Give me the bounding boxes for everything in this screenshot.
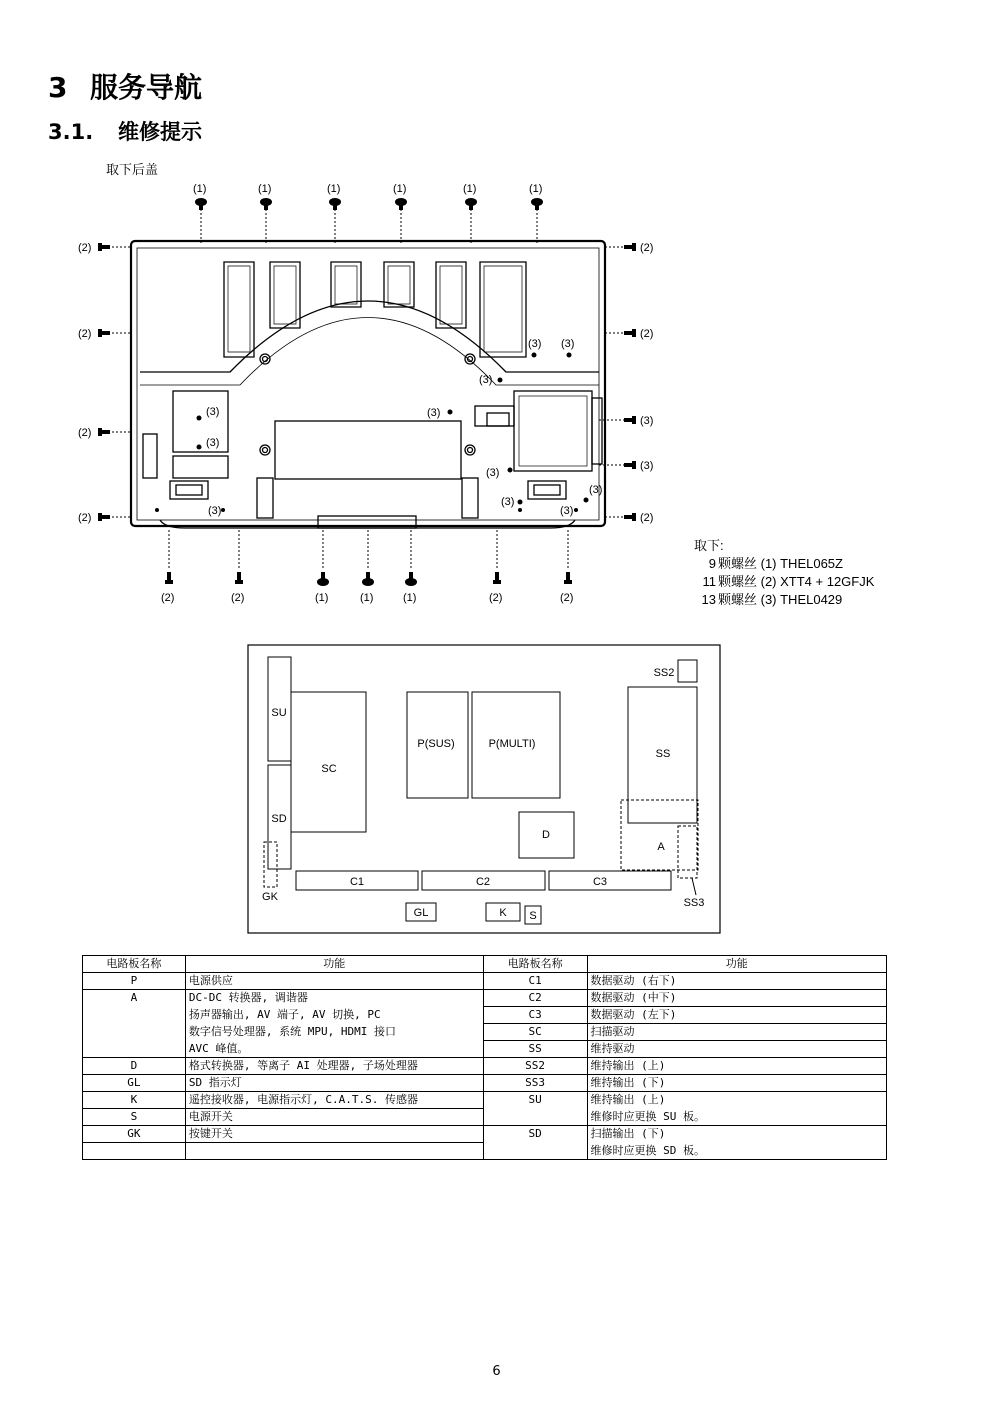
table-row: 维修时应更换 SD 板。 <box>83 1143 887 1160</box>
label-bottom-2: (2) <box>231 592 245 604</box>
label-top-2: (1) <box>258 183 272 195</box>
table-row: P 电源供应 C1 数据驱动 (右下) <box>83 973 887 990</box>
label-bottom-3: (1) <box>315 592 329 604</box>
table-row: GK 按键开关 SD 扫描输出 (下) <box>83 1126 887 1143</box>
rear-cover-diagram <box>0 0 993 620</box>
label-left-3: (2) <box>78 427 92 439</box>
label-ss: SS <box>655 748 671 760</box>
label-su: SU <box>271 707 287 719</box>
table-row: 扬声器输出, AV 端子, AV 切换, PC C3 数据驱动 (左下) <box>83 1007 887 1024</box>
top-screws <box>195 198 543 243</box>
label-top-4: (1) <box>393 183 407 195</box>
table-row: AVC 峰值。 SS 维持驱动 <box>83 1041 887 1058</box>
subsection-number: 3.1. <box>48 120 94 144</box>
table-header-row <box>83 956 887 973</box>
table-row: A DC-DC 转换器, 调谐器 C2 数据驱动 (中下) <box>83 990 887 1007</box>
label-bottom-5: (1) <box>403 592 417 604</box>
label-inner-1: (3) <box>206 406 220 418</box>
legend-row: 13 颗螺丝 (3) THEL0429 <box>701 592 843 607</box>
page-number: 6 <box>492 1364 501 1379</box>
label-a: A <box>657 841 665 853</box>
label-inner-4: (3) <box>561 338 575 350</box>
label-sc: SC <box>321 763 337 775</box>
label-gl: GL <box>413 907 429 919</box>
label-top-6: (1) <box>529 183 543 195</box>
board-a <box>621 800 698 870</box>
label-top-5: (1) <box>463 183 477 195</box>
label-right-3: (3) <box>640 415 654 427</box>
board-sc <box>291 692 366 832</box>
board-function-table <box>82 955 887 1160</box>
label-right-2: (2) <box>640 328 654 340</box>
table-row: GL SD 指示灯 SS3 维持输出 (下) <box>83 1075 887 1092</box>
label-gk: GK <box>262 891 278 903</box>
label-c2: C2 <box>475 876 491 888</box>
table-row: S 电源开关 维修时应更换 SU 板。 <box>83 1109 887 1126</box>
subsection-title: 维修提示 <box>118 120 202 144</box>
table-row: D 格式转换器, 等离子 AI 处理器, 子场处理器 SS2 维持输出 (上) <box>83 1058 887 1075</box>
table-row: 数字信号处理器, 系统 MPU, HDMI 接口 SC 扫描驱动 <box>83 1024 887 1041</box>
label-s: S <box>529 910 537 922</box>
label-sd: SD <box>271 813 287 825</box>
section-title: 服务导航 <box>90 71 203 104</box>
label-top-3: (1) <box>327 183 341 195</box>
col-board-name: 电路板名称 <box>483 956 587 973</box>
board-c3 <box>549 871 671 890</box>
section-number: 3 <box>48 71 68 104</box>
label-right-5: (2) <box>640 512 654 524</box>
label-c3: C3 <box>592 876 608 888</box>
label-left-1: (2) <box>78 242 92 254</box>
label-inner-3: (3) <box>528 338 542 350</box>
label-ss3: SS3 <box>683 897 705 909</box>
col-function: 功能 <box>587 956 886 973</box>
label-d: D <box>542 829 550 841</box>
inner-screws <box>155 353 589 513</box>
label-bottom-6: (2) <box>489 592 503 604</box>
label-inner-9: (3) <box>589 484 603 496</box>
board-ss2 <box>678 660 697 682</box>
board-gk <box>264 842 277 887</box>
label-c1: C1 <box>349 876 365 888</box>
cover-outline <box>131 241 605 526</box>
label-bottom-1: (2) <box>161 592 175 604</box>
label-inner-10: (3) <box>208 505 222 517</box>
label-left-2: (2) <box>78 328 92 340</box>
label-bottom-7: (2) <box>560 592 574 604</box>
col-board-name: 电路板名称 <box>83 956 186 973</box>
label-inner-11: (3) <box>560 505 574 517</box>
col-function: 功能 <box>185 956 483 973</box>
board-layout-diagram <box>0 640 993 940</box>
label-inner-6: (3) <box>427 407 441 419</box>
label-left-4: (2) <box>78 512 92 524</box>
figure-caption: 取下后盖 <box>106 163 159 178</box>
label-psus: P(SUS) <box>417 738 455 750</box>
label-inner-5: (3) <box>479 374 493 386</box>
legend-title: 取下: <box>694 538 724 553</box>
label-k: K <box>499 907 507 919</box>
label-inner-7: (3) <box>486 467 500 479</box>
screw-legend <box>694 537 874 609</box>
label-bottom-4: (1) <box>360 592 374 604</box>
table-row: K 遥控接收器, 电源指示灯, C.A.T.S. 传感器 SU 维持输出 (上) <box>83 1092 887 1109</box>
label-pmulti: P(MULTI) <box>488 738 536 750</box>
label-right-1: (2) <box>640 242 654 254</box>
legend-row: 11 颗螺丝 (2) XTT4 + 12GFJK <box>702 574 875 589</box>
bottom-screws <box>165 530 572 586</box>
label-top-1: (1) <box>193 183 207 195</box>
label-inner-8: (3) <box>501 496 515 508</box>
label-inner-2: (3) <box>206 437 220 449</box>
legend-row: 9 颗螺丝 (1) THEL065Z <box>708 556 843 571</box>
label-ss2: SS2 <box>653 667 675 679</box>
label-right-4: (3) <box>640 460 654 472</box>
